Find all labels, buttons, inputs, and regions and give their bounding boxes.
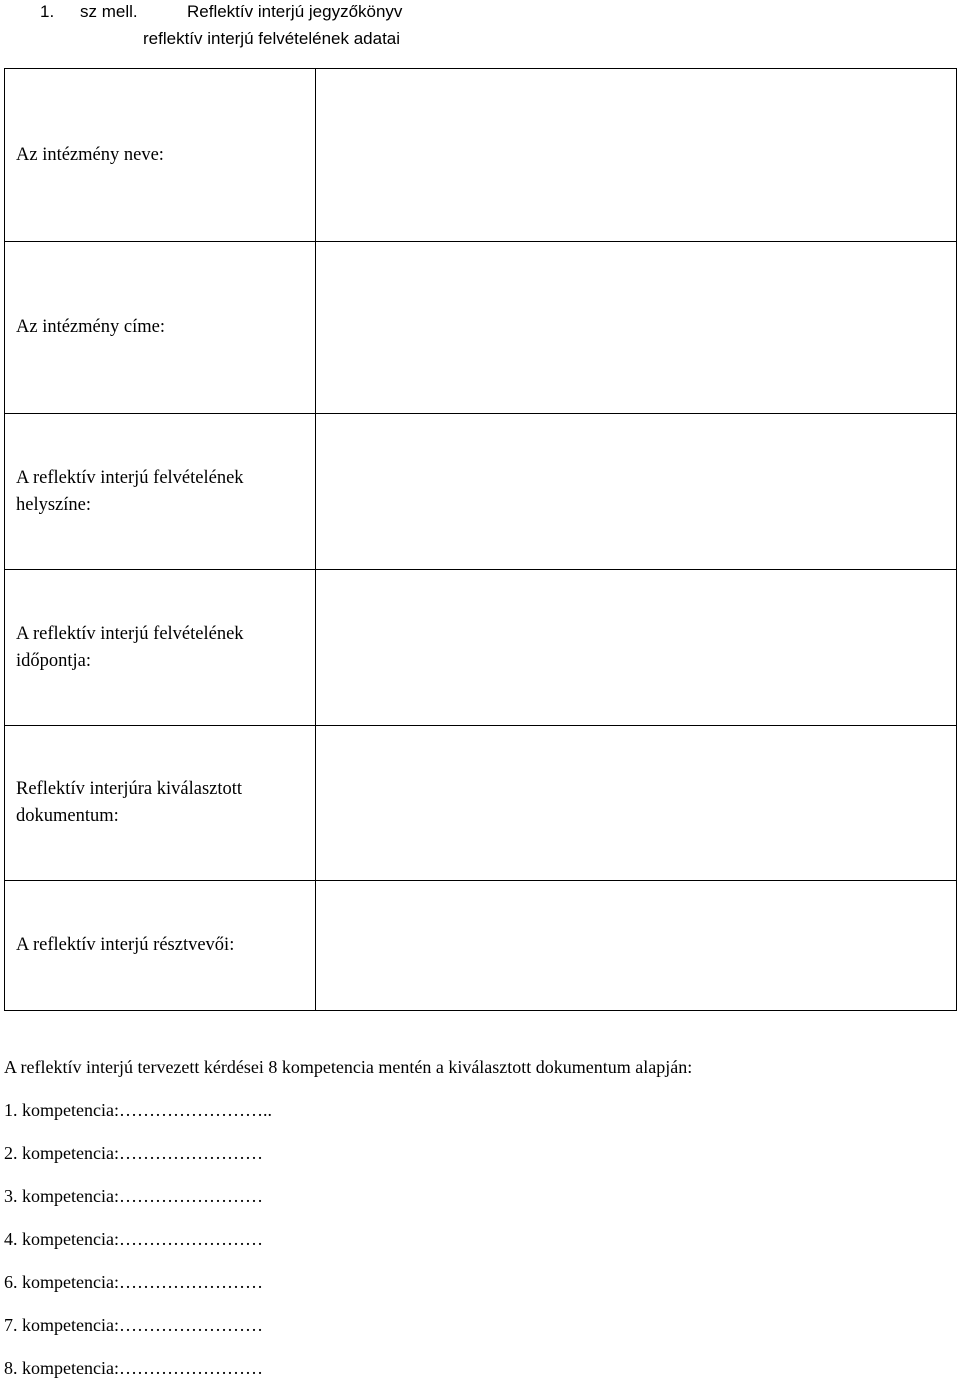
competency-item: 7. kompetencia:…………………… [4,1315,263,1335]
form-row-interview-date [5,570,957,726]
selected-document-field[interactable] [316,726,957,881]
institution-address-field[interactable] [316,242,957,414]
competency-item: 2. kompetencia:…………………… [4,1143,263,1163]
participants-field[interactable] [316,881,957,1011]
interview-date-field[interactable] [316,570,957,726]
form-label: A reflektív interjú felvételének helyszíne: [5,414,316,570]
form-row-selected-document [5,726,957,881]
form-label: A reflektív interjú felvételének időpontja: [5,570,316,726]
form-row-institution-address [5,242,957,414]
appendix-number: 1. [40,2,55,21]
document-subtitle: reflektív interjú felvételének adatai [143,29,401,48]
interview-data-table [4,68,957,1011]
form-label: Reflektív interjúra kiválasztott dokumentum: [5,726,316,881]
competency-item: 6. kompetencia:…………………… [4,1272,263,1292]
form-label: Az intézmény címe: [5,242,316,414]
competency-item: 3. kompetencia:…………………… [4,1186,263,1206]
document-header [40,0,402,24]
form-row-participants [5,881,957,1011]
form-label: Az intézmény neve: [5,69,316,242]
institution-name-field[interactable] [316,69,957,242]
appendix-abbrev: sz mell. [80,2,138,21]
form-row-institution-name [5,69,957,242]
interview-location-field[interactable] [316,414,957,570]
competency-item: 8. kompetencia:…………………… [4,1358,263,1378]
competency-list [4,1097,272,1398]
document-title: Reflektív interjú jegyzőkönyv [187,2,403,21]
competency-item: 4. kompetencia:…………………… [4,1229,263,1249]
competency-item: 1. kompetencia:…………………….. [4,1100,272,1120]
form-label: A reflektív interjú résztvevői: [5,881,316,1011]
form-row-interview-location [5,414,957,570]
questions-intro: A reflektív interjú tervezett kérdései 8 kompetencia mentén a kiválasztott dokumentum alapján: [4,1057,693,1077]
